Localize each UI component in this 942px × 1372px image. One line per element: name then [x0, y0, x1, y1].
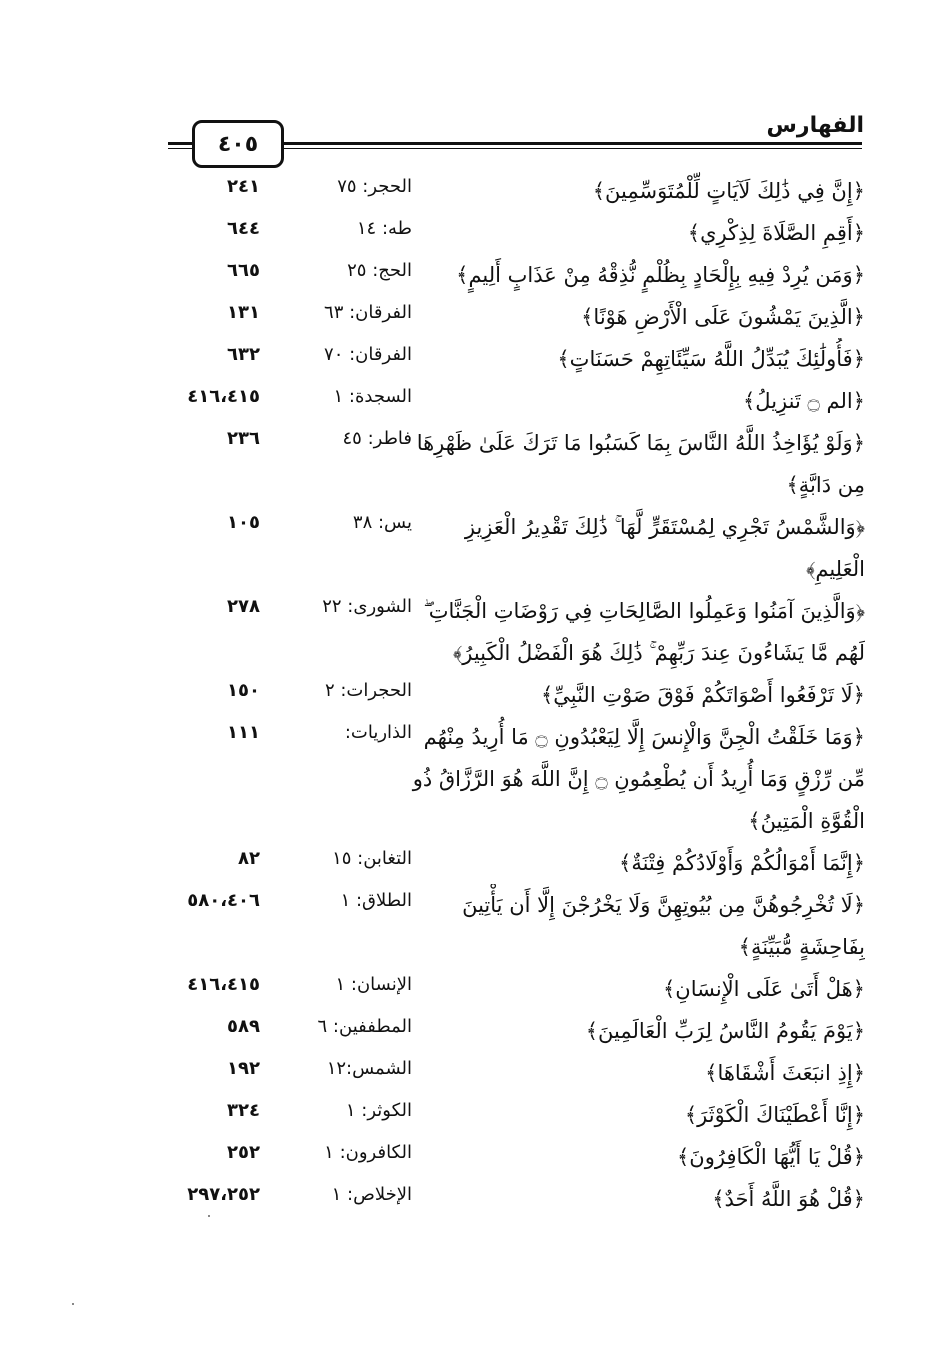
surah-reference: فاطر: ٤٥ [342, 428, 412, 449]
table-row [160, 208, 865, 250]
page-reference: ٢٤١ [227, 176, 260, 197]
table-row [160, 334, 865, 376]
page-reference: ١٥٠ [227, 680, 260, 701]
verse-text: ﴿وَمَن يُرِدْ فِيهِ بِإِلْحَادٍ بِظُلْمٍ نُّذِقْهُ مِنْ عَذَابٍ أَلِيمٍ﴾ [456, 263, 865, 287]
table-row [160, 586, 865, 670]
page-number: ٤٠٥ [217, 131, 259, 157]
page-header-title: الفهارس [766, 113, 864, 138]
verse-text: ﴿إِنَّ فِي ذَٰلِكَ لَآيَاتٍ لِّلْمُتَوَسِّمِينَ﴾ [592, 179, 865, 203]
page-reference: ٤١٦،٤١٥ [187, 974, 260, 995]
page-reference: ٥٨٠،٤٠٦ [187, 890, 260, 911]
surah-reference: الفرقان: ٧٠ [324, 344, 412, 365]
page-reference: ١٩٢ [227, 1058, 260, 1079]
table-row [160, 838, 865, 880]
page-reference: ٦٤٤ [227, 218, 260, 239]
surah-reference: الطلاق: ١ [340, 890, 412, 911]
scan-speck [208, 1215, 210, 1217]
verse-text: ﴿يَوْمَ يَقُومُ النَّاسُ لِرَبِّ الْعَالَمِينَ﴾ [585, 1019, 865, 1043]
table-row [160, 1006, 865, 1048]
page-reference: ٢٧٨ [227, 596, 260, 617]
surah-reference: يس: ٣٨ [352, 512, 412, 533]
surah-reference: السجدة: ١ [333, 386, 412, 407]
surah-reference: المطففين: ٦ [317, 1016, 412, 1037]
page-reference: ١٣١ [227, 302, 260, 323]
surah-reference: الفرقان: ٦٣ [324, 302, 412, 323]
surah-reference: الذاريات: [344, 722, 412, 743]
verse-text: ﴿الم ۝ تَنزِيلُ﴾ [742, 389, 865, 413]
surah-reference: الشورى: ٢٢ [322, 596, 412, 617]
table-row [160, 376, 865, 418]
page-reference: ٢٩٧،٢٥٢ [187, 1184, 260, 1205]
verse-text: ﴿هَلْ أَتَىٰ عَلَى الْإِنسَانِ﴾ [663, 977, 865, 1001]
page-reference: ٢٥٢ [227, 1142, 260, 1163]
page-reference: ١٠٥ [227, 512, 260, 533]
table-row [160, 712, 865, 838]
verse-text: ﴿وَمَا خَلَقْتُ الْجِنَّ وَالْإِنسَ إِلَّا لِيَعْبُدُونِ ۝ مَا أُرِيدُ مِنْهُم مِّن رِّزْقٍ وَمَا أُرِيدُ أَن يُطْعِمُونِ ۝ إِنَّ اللَّهَ هُوَ الرَّزَّاقُ ذُو الْقُوَّةِ الْمَتِينُ﴾ [412, 725, 865, 833]
verse-text: ﴿قُلْ هُوَ اللَّهُ أَحَدٌ﴾ [712, 1187, 865, 1211]
verse-text: ﴿إِذِ انبَعَثَ أَشْقَاهَا﴾ [705, 1061, 865, 1085]
surah-reference: الحجر: ٧٥ [337, 176, 412, 197]
page-reference: ٦٦٥ [227, 260, 260, 281]
verse-text: ﴿وَالَّذِينَ آمَنُوا وَعَمِلُوا الصَّالِحَاتِ فِي رَوْضَاتِ الْجَنَّاتِ ۖ لَهُم مَّا يَشَاءُونَ عِندَ رَبِّهِمْ ۚ ذَٰلِكَ هُوَ الْفَضْلُ الْكَبِيرُ﴾ [423, 599, 865, 665]
surah-reference: التغابن: ١٥ [332, 848, 412, 869]
table-row [160, 1174, 865, 1216]
verse-text: ﴿وَلَوْ يُؤَاخِذُ اللَّهُ النَّاسَ بِمَا كَسَبُوا مَا تَرَكَ عَلَىٰ ظَهْرِهَا مِن دَابَّةٍ﴾ [416, 431, 865, 497]
table-row [160, 292, 865, 334]
page-number-box [192, 120, 284, 168]
index-table [160, 166, 865, 1216]
verse-text: ﴿لَا تُخْرِجُوهُنَّ مِن بُيُوتِهِنَّ وَلَا يَخْرُجْنَ إِلَّا أَن يَأْتِينَ بِفَاحِشَةٍ مُّبَيِّنَةٍ﴾ [462, 893, 865, 959]
verse-text: ﴿وَالشَّمْسُ تَجْرِي لِمُسْتَقَرٍّ لَّهَا ۚ ذَٰلِكَ تَقْدِيرُ الْعَزِيزِ الْعَلِيمِ﴾ [464, 515, 865, 581]
verse-text: ﴿لَا تَرْفَعُوا أَصْوَاتَكُمْ فَوْقَ صَوْتِ النَّبِيِّ﴾ [540, 683, 865, 707]
verse-text: ﴿فَأُولَٰئِكَ يُبَدِّلُ اللَّهُ سَيِّئَاتِهِمْ حَسَنَاتٍ﴾ [557, 347, 865, 371]
verse-text: ﴿الَّذِينَ يَمْشُونَ عَلَى الْأَرْضِ هَوْنًا﴾ [581, 305, 865, 329]
table-row [160, 1048, 865, 1090]
table-row [160, 250, 865, 292]
page-reference: ١١١ [227, 722, 260, 743]
page-reference: ٢٣٦ [227, 428, 260, 449]
table-row [160, 1132, 865, 1174]
table-row [160, 964, 865, 1006]
page-reference: ٤١٦،٤١٥ [187, 386, 260, 407]
page-reference: ٨٢ [238, 848, 260, 869]
table-row [160, 166, 865, 208]
surah-reference: الحج: ٢٥ [347, 260, 412, 281]
scan-speck [72, 1303, 74, 1305]
verse-text: ﴿قُلْ يَا أَيُّهَا الْكَافِرُونَ﴾ [677, 1145, 865, 1169]
surah-reference: الشمس:١٢ [326, 1058, 412, 1079]
page-reference: ٣٢٤ [227, 1100, 260, 1121]
verse-text: ﴿أَقِمِ الصَّلَاةَ لِذِكْرِي﴾ [687, 221, 865, 245]
table-row [160, 670, 865, 712]
surah-reference: الكافرون: ١ [324, 1142, 412, 1163]
table-row [160, 880, 865, 964]
surah-reference: طه: ١٤ [356, 218, 412, 239]
page-reference: ٥٨٩ [227, 1016, 260, 1037]
table-row [160, 418, 865, 502]
surah-reference: الحجرات: ٢ [324, 680, 412, 701]
page-reference: ٦٣٢ [227, 344, 260, 365]
table-row [160, 502, 865, 586]
verse-text: ﴿إِنَّا أَعْطَيْنَاكَ الْكَوْثَرَ﴾ [684, 1103, 865, 1127]
surah-reference: الكوثر: ١ [345, 1100, 412, 1121]
table-row [160, 1090, 865, 1132]
verse-text: ﴿إِنَّمَا أَمْوَالُكُمْ وَأَوْلَادُكُمْ فِتْنَةٌ﴾ [619, 851, 865, 875]
surah-reference: الإخلاص: ١ [331, 1184, 412, 1205]
surah-reference: الإنسان: ١ [335, 974, 412, 995]
